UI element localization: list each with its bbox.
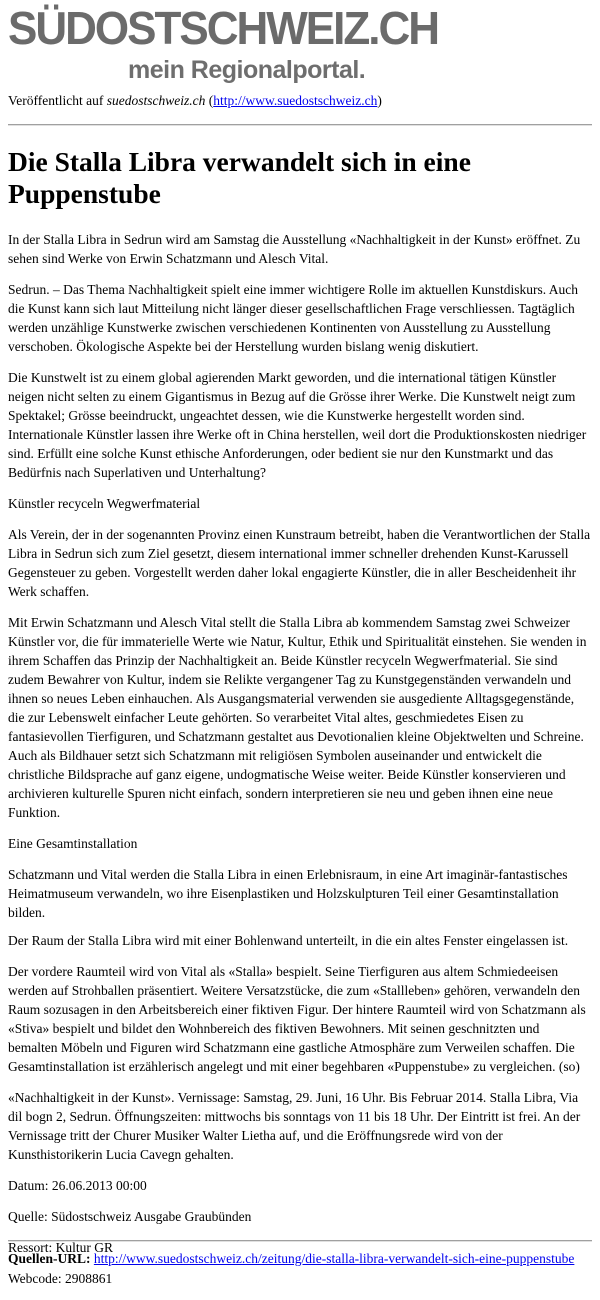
logo-main-text: SÜDOSTSCHWEIZ.CH	[8, 3, 438, 55]
published-site: suedostschweiz.ch	[106, 93, 206, 108]
article-subheading: Künstler recyceln Wegwerfmaterial	[8, 496, 201, 511]
article-paragraph: Der Raum der Stalla Libra wird mit einer Bohlenwand unterteilt, in die ein altes Fenster eingelassen ist.	[8, 933, 569, 948]
article-paragraph: Sedrun. – Das Thema Nachhaltigkeit spielt eine immer wichtigere Rolle im aktuellen Kunstdiskurs. Auch die Kunst kann sich laut Mitteilung nicht länger dieser gesellschaftlichen Frage verschliessen. Tagtäglich werden unzählige Kunstwerke zwischen verschiedenen Kontinenten von Ausstellung zu Ausstellung verschoben. Ökologische Aspekte bei der Herstellung wurden bislang wenig diskutiert.	[8, 282, 578, 354]
article-title: Die Stalla Libra verwandelt sich in eine Puppenstube	[8, 146, 471, 209]
article-paragraph: Die Kunstwelt ist zu einem global agierenden Markt geworden, und die international tätigen Künstler neigen nicht selten zu einem Gigantismus in Bezug auf die Grösse ihrer Werke. Die Kunstwelt neigt zum Spektakel; Grösse beeindruckt, ungeachtet dessen, wie die Kunstwerke hergestellt worden sind. Internationale Künstler lassen ihre Werke oft in China herstellen, weil dort die Produktionskosten niedriger sind. Erfüllt eine solche Kunst ethische Anforderungen, oder bedient sie nur den Kunstmarkt und das Bedürfnis nach Superlativen und Unterhaltung?	[8, 370, 587, 480]
source-url-label: Quellen-URL:	[8, 1251, 91, 1266]
source-url-line	[8, 1250, 592, 1268]
article-date: Datum: 26.06.2013 00:00	[8, 1178, 147, 1193]
article-webcode: Webcode: 2908861	[8, 1271, 113, 1286]
logo-tagline: mein Regionalportal.	[128, 56, 366, 84]
top-divider	[8, 124, 592, 126]
published-line	[8, 92, 592, 110]
published-open: (	[205, 93, 214, 108]
site-logo	[8, 2, 438, 90]
bottom-divider	[8, 1240, 592, 1242]
article-source: Quelle: Südostschweiz Ausgabe Graubünden	[8, 1209, 252, 1224]
article-paragraph: Mit Erwin Schatzmann und Alesch Vital stellt die Stalla Libra ab kommendem Samstag zwei Schweizer Künstler vor, die für immaterielle Werte wie Natur, Kultur, Ethik und Spiritualität einstehen. Sie wenden in ihrem Schaffen das Prinzip der Nachhaltigkeit an. Beide Künstler recyceln Wegwerfmaterial. Sie sind zudem Bewahrer von Kultur, indem sie Relikte vergangener Tag zu Kunstgegenständen verwandeln und ihnen so neues Leben einhauchen. Als Ausgangsmaterial verwenden sie ausgediente Alltagsgegenstände, die zur Lebenswelt einfacher Leute gehörten. So verarbeitet Vital altes, geschmiedetes Eisen zu fantasievollen Tierfiguren, und Schatzmann gestaltet aus Devotionalien kleine Objektwelten und Schreine. Auch als Bildhauer setzt sich Schatzmann mit religiösen Symbolen auseinander und entwickelt die christliche Bildsprache auf ganz eigene, undogmatische Weise weiter. Beide Künstler konservieren und archivieren kulturelle Spuren nicht einfach, sondern interpretieren sie neu und geben ihnen eine neue Funktion.	[8, 615, 587, 820]
source-url-link[interactable]: http://www.suedostschweiz.ch/zeitung/die-stalla-libra-verwandelt-sich-eine-puppenstube	[93, 1251, 575, 1266]
event-info: «Nachhaltigkeit in der Kunst». Vernissage: Samstag, 29. Juni, 16 Uhr. Bis Februar 2014. Stalla Libra, Via dil bogn 2, Sedrun. Öffnungszeiten: mittwochs bis sonntags von 11 bis 18 Uhr. Der Eintritt ist frei. An der Vernissage tritt der Churer Musiker Walter Lietha auf, und die Eröffnungsrede wird von der Kunsthistorikerin Lucia Cavegn gehalten.	[8, 1090, 581, 1162]
article-section: Ressort: Kultur GR	[8, 1240, 114, 1255]
article-lead: In der Stalla Libra in Sedrun wird am Samstag die Ausstellung «Nachhaltigkeit in der Kunst» eröffnet. Zu sehen sind Werke von Erwin Schatzmann und Alesch Vital.	[8, 232, 581, 266]
article-subheading: Eine Gesamtinstallation	[8, 836, 138, 851]
published-prefix: Veröffentlicht auf	[8, 93, 104, 108]
article-paragraph: Der vordere Raumteil wird von Vital als «Stalla» bespielt. Seine Tierfiguren aus altem Schmiedeeisen werden auf Strohballen präsentiert. Weitere Versatzstücke, die zum «Stallleben» gehören, verwandeln den Raum sozusagen in den Arbeitsbereich einer fiktiven Figur. Der hintere Raumteil wird von Schatzmann als «Stiva» bespielt und bildet den Wohnbereich des fiktiven Bewohners. Mit seinen geschnitzten und bemalten Möbeln und Figuren wird Schatzmann eine gastliche Atmosphäre zum Verweilen schaffen. Die Gesamtinstallation ist erzählerisch angelegt und mit einer begehbaren «Puppenstube» zu vergleichen. (so)	[8, 964, 586, 1074]
published-close: )	[377, 93, 382, 108]
article-paragraph: Als Verein, der in der sogenannten Provinz einen Kunstraum betreibt, haben die Verantwortlichen der Stalla Libra in Sedrun sich zum Ziel gesetzt, diesem international immer schneller drehenden Kunst-Karussell Gegensteuer zu geben. Vorgestellt werden daher lokal engagierte Künstler, die in aller Bescheidenheit ihr Werk schaffen.	[8, 527, 591, 599]
published-url-link[interactable]: http://www.suedostschweiz.ch	[213, 93, 378, 108]
article-paragraph: Schatzmann und Vital werden die Stalla Libra in einen Erlebnisraum, in eine Art imaginär-fantastisches Heimatmuseum verwandeln, wo ihre Eisenplastiken und Holzskulpturen Teil einer Gesamtinstallation bilden.	[8, 867, 568, 920]
article-body	[8, 230, 592, 1300]
